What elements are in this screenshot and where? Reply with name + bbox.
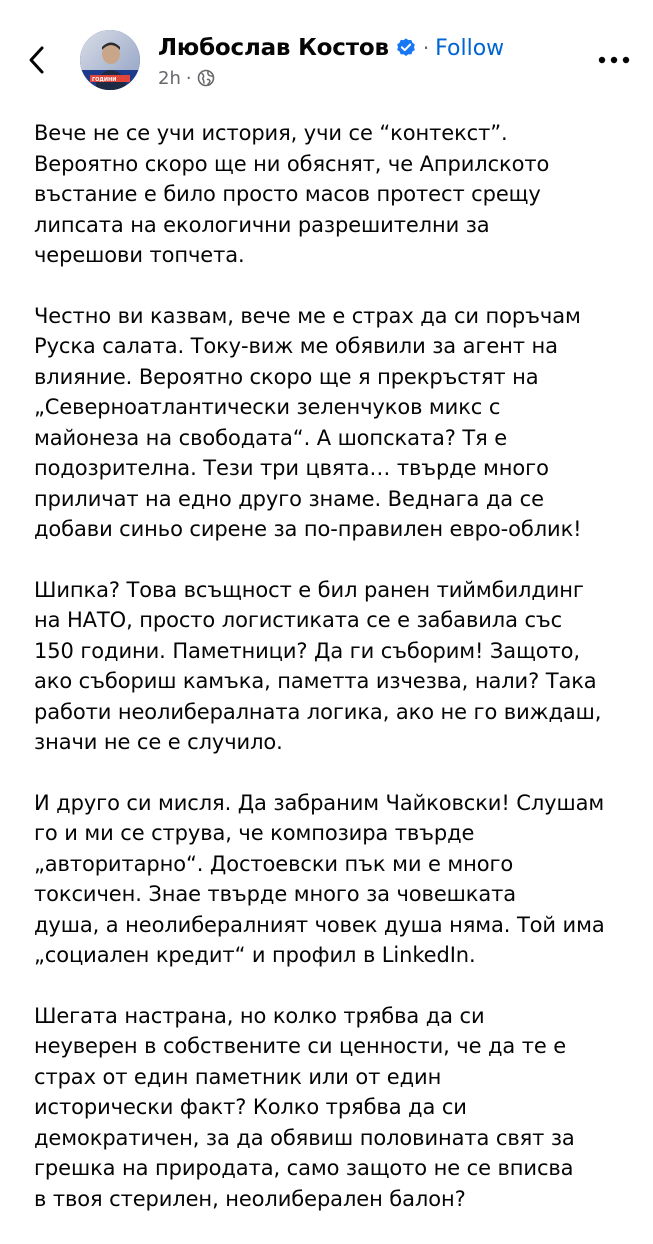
separator-dot: ·	[422, 36, 430, 60]
post-paragraph-5: Шегата настрана, но колко трябва да си неуверен в собствените си ценности, че да те е страх от един паметник или от един исторически факт? Колко трябва да си демократичен, за да обявиш половината свят за грешка на природата, само защото не се вписва в твоя стерилен, неолиберален балон?	[34, 1003, 575, 1211]
more-horizontal-icon	[596, 50, 632, 70]
post-paragraph-1: Вече не се учи история, учи се “контекст”. Вероятно скоро ще ни обяснят, че Априлското въстание е било просто масов протест срещу липсата на екологични разрешителни за черешови топчета.	[34, 121, 550, 267]
svg-text:ГОДИНИ: ГОДИНИ	[92, 77, 117, 83]
verified-badge-icon	[395, 37, 417, 59]
post-meta	[158, 66, 215, 90]
author-row	[158, 30, 504, 66]
globe-icon	[197, 69, 215, 87]
post-paragraph-2: Честно ви казвам, вече ме е страх да си поръчам Руска салата. Току-виж ме обявили за агент на влияние. Вероятно скоро ще я прекръстят на „Северноатлантически зеленчуков микс с майонеза на свободата“. А шопската? Тя е подозрителна. Тези три цвята… твърде много приличат на едно друго знаме. Веднага да се добави синьо сирене за по-правилен евро-облик!	[34, 303, 582, 541]
avatar[interactable]	[80, 30, 140, 90]
post-text	[34, 118, 646, 1244]
meta-separator: ·	[185, 67, 192, 89]
more-options-button[interactable]	[596, 50, 632, 70]
post-paragraph-3: Шипка? Това всъщност е бил ранен тиймбилдинг на НАТО, просто логистиката се е забавила със 150 години. Паметници? Да ги съборим! Защото, ако събориш камъка, паметта изчезва, нали? Така работи неолибералната логика, ако не го виждаш, значи не се е случило.	[34, 577, 602, 754]
post-paragraph-4: И друго си мисля. Да забраним Чайковски! Слушам го и ми се струва, че композира твърде „авторитарно“. Достоевски пък ми е много токсичен. Знае твърде много за човешката душа, а неолибералният човек душа няма. Той има „социален кредит“ и профил в LinkedIn.	[34, 790, 605, 967]
post-time[interactable]: 2h	[158, 67, 181, 89]
follow-button[interactable]: Follow	[435, 35, 505, 61]
chevron-left-icon	[22, 40, 54, 80]
post-header	[0, 0, 653, 100]
avatar-photo	[80, 30, 140, 90]
back-button[interactable]	[22, 40, 54, 80]
author-name[interactable]: Любослав Костов	[158, 35, 389, 61]
